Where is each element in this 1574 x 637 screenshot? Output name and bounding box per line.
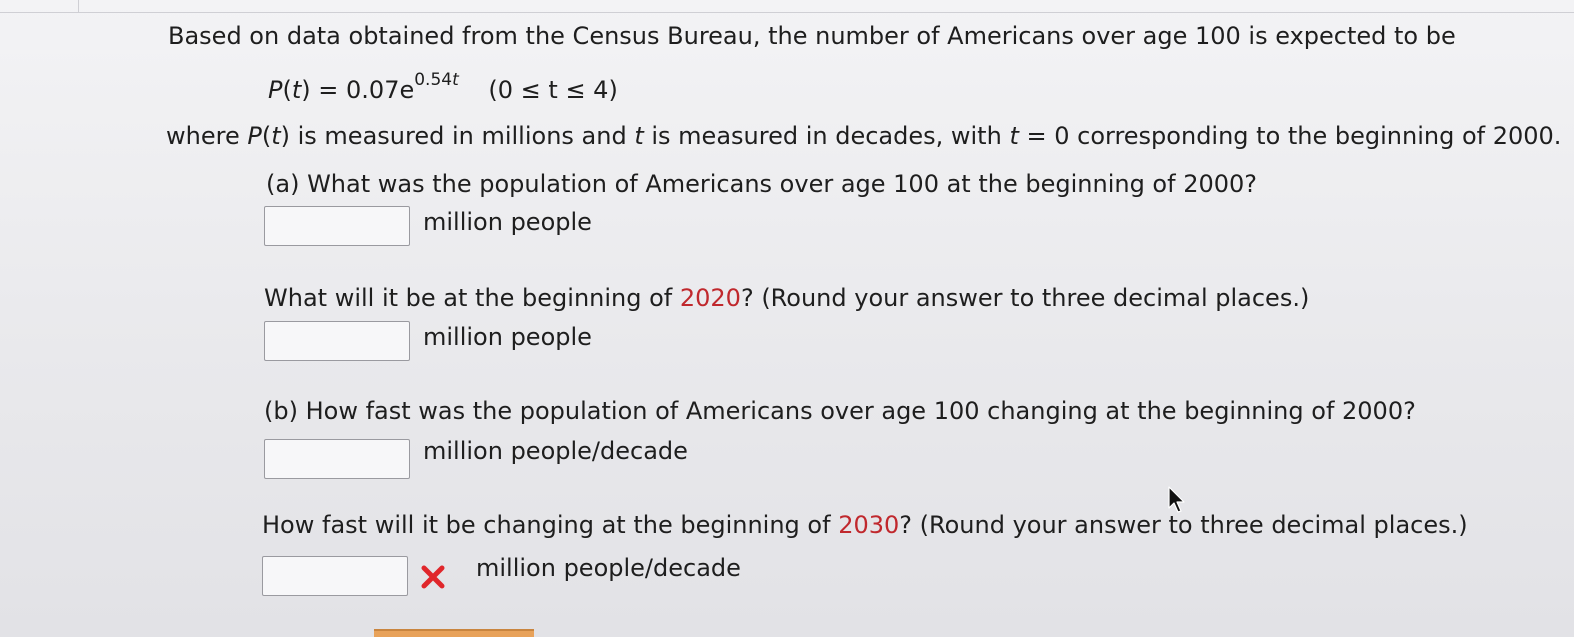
answer-input-b[interactable] bbox=[264, 439, 410, 479]
year-highlight-2030: 2030 bbox=[838, 511, 900, 539]
question-a2: What will it be at the beginning of 2020? (Round your answer to three decimal places.) bbox=[264, 284, 1310, 312]
formula-rhs: = 0.07e bbox=[318, 76, 415, 104]
formula-var: t bbox=[291, 76, 302, 104]
year-highlight-2020: 2020 bbox=[679, 284, 741, 312]
mouse-cursor-icon bbox=[1168, 486, 1186, 514]
question-b: (b) How fast was the population of Americans over age 100 changing at the beginning of 2000? bbox=[264, 397, 1416, 425]
answer-input-b2[interactable] bbox=[262, 556, 408, 596]
problem-where-clause: where P(t) is measured in millions and t is measured in decades, with t = 0 corresponding to the beginning of 2000. bbox=[166, 122, 1562, 150]
unit-label-a: million people bbox=[423, 208, 592, 236]
unit-label-b: million people/decade bbox=[423, 437, 688, 465]
question-a: (a) What was the population of Americans over age 100 at the beginning of 2000? bbox=[266, 170, 1258, 198]
answer-input-a2[interactable] bbox=[264, 321, 410, 361]
formula-exponent: 0.54t bbox=[414, 70, 459, 90]
unit-label-b2: million people/decade bbox=[476, 554, 741, 582]
incorrect-x-icon bbox=[420, 564, 446, 590]
window-top-border bbox=[0, 12, 1574, 13]
unit-label-a2: million people bbox=[423, 323, 592, 351]
answer-input-a[interactable] bbox=[264, 206, 410, 246]
window-corner-divider bbox=[78, 0, 79, 12]
formula-fn: P bbox=[268, 76, 283, 104]
formula: $P(t) = 0.07e^{0.54t}$ (0 ≤ t ≤ 4) bbox=[268, 70, 618, 104]
submit-button[interactable] bbox=[374, 629, 534, 637]
problem-intro: Based on data obtained from the Census Bureau, the number of Americans over age 100 is expected to be bbox=[168, 22, 1456, 50]
formula-domain: (0 ≤ t ≤ 4) bbox=[488, 76, 618, 104]
question-b2: How fast will it be changing at the beginning of 2030? (Round your answer to three decimal places.) bbox=[262, 511, 1468, 539]
